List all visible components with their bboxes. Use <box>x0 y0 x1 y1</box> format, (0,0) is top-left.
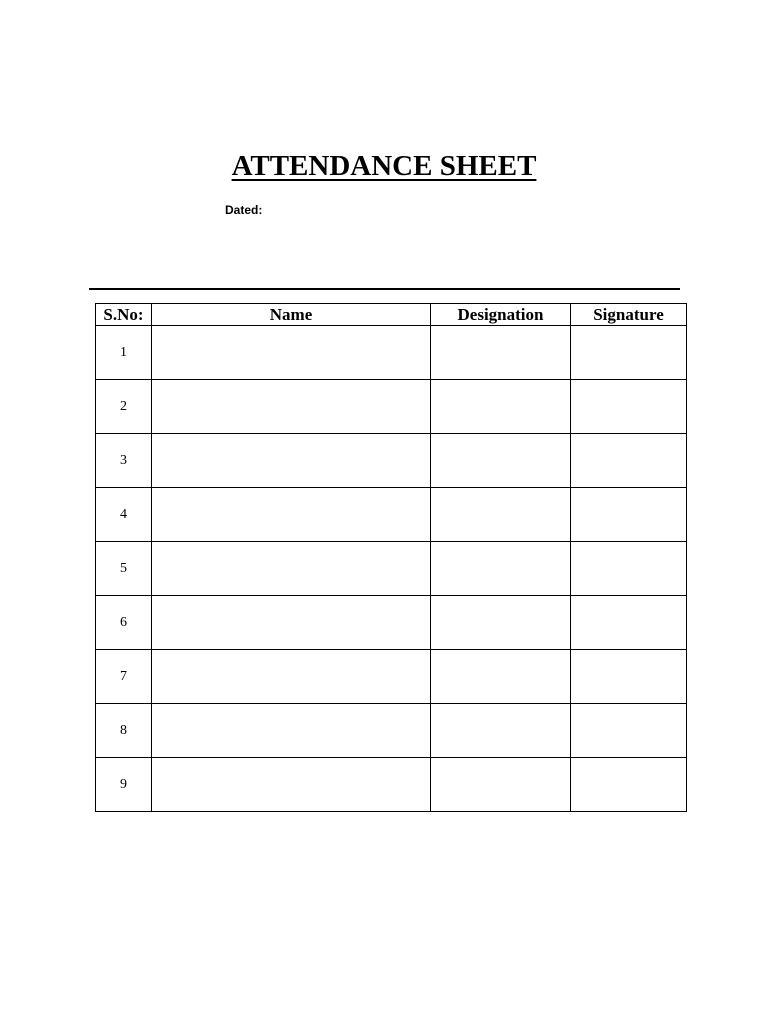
header-signature: Signature <box>571 304 687 326</box>
cell-name <box>152 650 431 704</box>
cell-sno: 1 <box>96 326 152 380</box>
header-divider <box>89 288 680 290</box>
header-designation: Designation <box>431 304 571 326</box>
page-title-text: ATTENDANCE SHEET <box>231 150 537 182</box>
table-row <box>96 650 687 704</box>
table-row <box>96 596 687 650</box>
table-body <box>96 326 687 812</box>
table-header <box>96 304 687 326</box>
cell-name <box>152 704 431 758</box>
dated-row <box>225 202 468 218</box>
cell-signature <box>571 650 687 704</box>
cell-name <box>152 758 431 812</box>
cell-name <box>152 488 431 542</box>
cell-name <box>152 380 431 434</box>
cell-signature <box>571 596 687 650</box>
page-title <box>0 148 768 184</box>
cell-signature <box>571 758 687 812</box>
table-row <box>96 758 687 812</box>
cell-designation <box>431 650 571 704</box>
table-row <box>96 542 687 596</box>
cell-designation <box>431 542 571 596</box>
table-row <box>96 380 687 434</box>
cell-designation <box>431 326 571 380</box>
header-name: Name <box>152 304 431 326</box>
cell-signature <box>571 380 687 434</box>
cell-name <box>152 326 431 380</box>
attendance-table <box>95 303 687 812</box>
dated-label: Dated: <box>225 203 263 217</box>
cell-name <box>152 596 431 650</box>
table-row <box>96 488 687 542</box>
cell-signature <box>571 542 687 596</box>
cell-signature <box>571 434 687 488</box>
cell-sno: 9 <box>96 758 152 812</box>
cell-signature <box>571 704 687 758</box>
cell-sno: 7 <box>96 650 152 704</box>
table-row <box>96 326 687 380</box>
cell-sno: 5 <box>96 542 152 596</box>
cell-signature <box>571 488 687 542</box>
table-row <box>96 704 687 758</box>
cell-sno: 8 <box>96 704 152 758</box>
cell-designation <box>431 380 571 434</box>
cell-sno: 2 <box>96 380 152 434</box>
cell-name <box>152 542 431 596</box>
header-sno: S.No: <box>96 304 152 326</box>
table-row <box>96 434 687 488</box>
cell-name <box>152 434 431 488</box>
cell-designation <box>431 434 571 488</box>
cell-signature <box>571 326 687 380</box>
dated-value <box>268 202 468 218</box>
cell-designation <box>431 488 571 542</box>
table-header-row <box>96 304 687 326</box>
cell-designation <box>431 704 571 758</box>
cell-sno: 3 <box>96 434 152 488</box>
cell-designation <box>431 596 571 650</box>
cell-sno: 4 <box>96 488 152 542</box>
cell-sno: 6 <box>96 596 152 650</box>
cell-designation <box>431 758 571 812</box>
